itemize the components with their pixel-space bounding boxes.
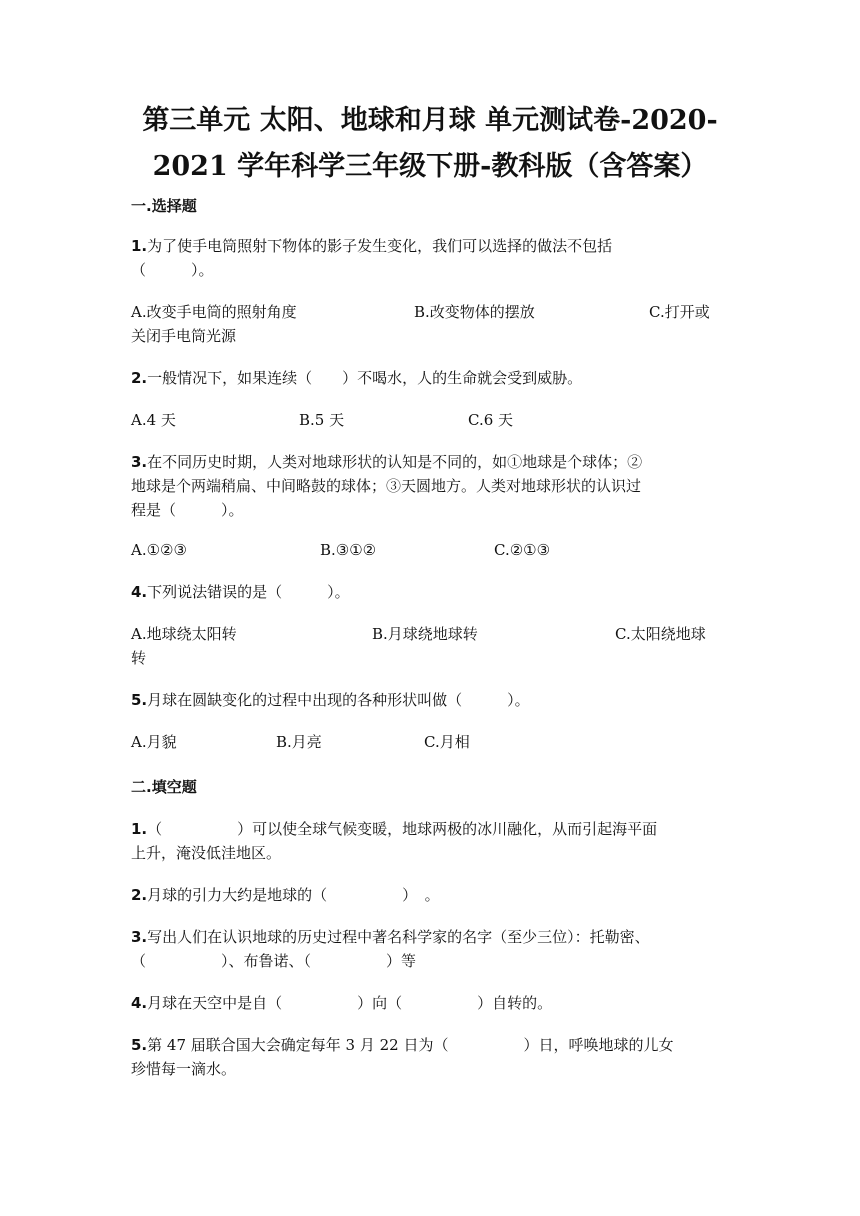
question-text: 月球在圆缺变化的过程中出现的各种形状叫做（ ）。 xyxy=(147,691,530,709)
option-b: B.5 天 xyxy=(299,411,345,429)
option-a: A.地球绕太阳转 xyxy=(131,625,237,643)
question-text: 一般情况下，如果连续（ ）不喝水，人的生命就会受到威胁。 xyxy=(147,369,583,387)
question-text: 下列说法错误的是（ ）。 xyxy=(147,583,350,601)
option-a: A.①②③ xyxy=(131,541,187,559)
question-text: 珍惜每一滴水。 xyxy=(131,1060,237,1078)
question-number: 1. xyxy=(131,820,148,838)
question-1 xyxy=(131,234,729,282)
section-heading-choice: 一.选择题 xyxy=(131,197,197,215)
option-b: B.改变物体的摆放 xyxy=(414,303,535,321)
options-1 xyxy=(131,300,729,348)
question-number: 4. xyxy=(131,994,148,1012)
question-text: 写出人们在认识地球的历史过程中著名科学家的名字（至少三位）：托勒密、 xyxy=(147,928,650,946)
question-text: （ ）、布鲁诺、（ ）等 xyxy=(131,952,417,970)
section-heading-fill: 二.填空题 xyxy=(131,778,197,796)
option-c-continued: 转 xyxy=(131,649,147,667)
options-3 xyxy=(131,538,729,562)
option-c: C.太阳绕地球 xyxy=(615,625,706,643)
option-b: B.月球绕地球转 xyxy=(372,625,478,643)
question-number: 2. xyxy=(131,369,148,387)
option-c: C.②①③ xyxy=(494,541,551,559)
question-text: 为了使手电筒照射下物体的影子发生变化，我们可以选择的做法不包括 xyxy=(147,237,613,255)
question-number: 3. xyxy=(131,453,148,471)
option-b: B.③①② xyxy=(320,541,377,559)
fill-question-1 xyxy=(131,817,729,865)
question-number: 5. xyxy=(131,1036,148,1054)
option-c: C.6 天 xyxy=(468,411,514,429)
fill-question-5 xyxy=(131,1033,729,1081)
option-a: A.月貌 xyxy=(131,733,177,751)
options-4 xyxy=(131,622,729,670)
title-line-2: 2021 学年科学三年级下册-教科版（含答案） xyxy=(152,151,708,182)
question-text: 程是（ ）。 xyxy=(131,501,244,519)
question-text: 月球的引力大约是地球的（ ） 。 xyxy=(147,886,440,904)
fill-question-2 xyxy=(131,883,729,907)
option-a: A.改变手电筒的照射角度 xyxy=(131,303,297,321)
question-3 xyxy=(131,450,729,522)
question-text: 第 47 届联合国大会确定每年 3 月 22 日为（ ）日，呼唤地球的儿女 xyxy=(147,1036,674,1054)
option-c-continued: 关闭手电筒光源 xyxy=(131,327,237,345)
question-text: 地球是个两端稍扁、中间略鼓的球体；③天圆地方。人类对地球形状的认识过 xyxy=(131,477,642,495)
fill-question-4 xyxy=(131,991,729,1015)
question-number: 1. xyxy=(131,237,148,255)
question-4 xyxy=(131,580,729,604)
option-c: C.月相 xyxy=(424,733,470,751)
title-line-1: 第三单元 太阳、地球和月球 单元测试卷-2020- xyxy=(142,105,718,136)
question-text: 在不同历史时期，人类对地球形状的认知是不同的，如①地球是个球体；② xyxy=(147,453,643,471)
question-text: 月球在天空中是自（ ）向（ ）自转的。 xyxy=(147,994,553,1012)
question-number: 3. xyxy=(131,928,148,946)
options-2 xyxy=(131,408,729,432)
option-b: B.月亮 xyxy=(276,733,322,751)
question-number: 4. xyxy=(131,583,148,601)
page-title xyxy=(100,98,760,190)
question-text: （ ）可以使全球气候变暖，地球两极的冰川融化，从而引起海平面 xyxy=(147,820,658,838)
question-5 xyxy=(131,688,729,712)
question-text: （ ）。 xyxy=(131,261,214,279)
question-number: 2. xyxy=(131,886,148,904)
question-number: 5. xyxy=(131,691,148,709)
question-2 xyxy=(131,366,729,390)
option-c: C.打开或 xyxy=(649,303,710,321)
fill-question-3 xyxy=(131,925,729,973)
options-5 xyxy=(131,730,729,754)
question-text: 上升，淹没低洼地区。 xyxy=(131,844,282,862)
option-a: A.4 天 xyxy=(131,411,176,429)
